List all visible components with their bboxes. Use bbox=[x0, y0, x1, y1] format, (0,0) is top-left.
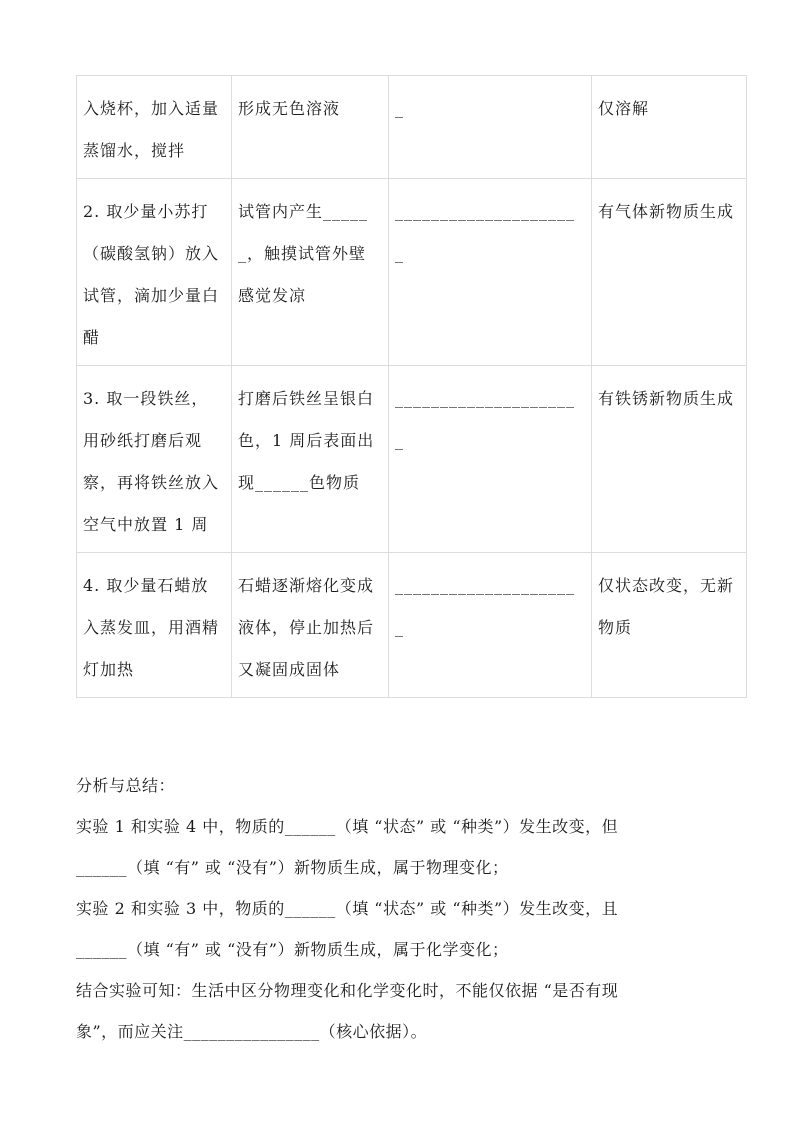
analysis-line: 结合实验可知：生活中区分物理变化和化学变化时，不能仅依据 “是否有现 bbox=[76, 981, 619, 1000]
blank-text: _ bbox=[395, 99, 404, 118]
phenomenon-cell bbox=[232, 553, 389, 698]
blank-text: ____________________ _ bbox=[395, 202, 575, 263]
conclusion-cell bbox=[592, 76, 747, 179]
phenomenon-text: 试管内产生______，触摸试管外壁感觉发凉 bbox=[238, 202, 369, 305]
conclusion-text: 有铁锈新物质生成 bbox=[598, 389, 735, 408]
table-row bbox=[77, 366, 747, 553]
step-cell bbox=[77, 179, 232, 366]
phenomenon-text: 形成无色溶液 bbox=[238, 99, 341, 118]
step-text: 4. 取少量石蜡放入蒸发皿，用酒精灯加热 bbox=[83, 576, 220, 679]
conclusion-cell bbox=[592, 179, 747, 366]
phenomenon-text: 石蜡逐渐熔化变成液体，停止加热后又凝固成固体 bbox=[238, 576, 375, 679]
analysis-line: 实验 2 和实验 3 中，物质的______（填 “状态” 或 “种类”）发生改变，且 bbox=[76, 899, 619, 918]
conclusion-cell bbox=[592, 366, 747, 553]
conclusion-cell bbox=[592, 553, 747, 698]
analysis-line: ______（填 “有” 或 “没有”）新物质生成，属于化学变化； bbox=[76, 940, 509, 959]
experiment-table bbox=[76, 75, 747, 698]
blank-text: ____________________ _ bbox=[395, 389, 575, 450]
phenomenon-cell bbox=[232, 179, 389, 366]
phenomenon-text: 打磨后铁丝呈银白色，1 周后表面出现______色物质 bbox=[238, 389, 375, 492]
conclusion-text: 仅溶解 bbox=[598, 99, 650, 118]
phenomenon-cell bbox=[232, 366, 389, 553]
analysis-section bbox=[76, 765, 756, 1052]
table-row bbox=[77, 76, 747, 179]
step-cell bbox=[77, 553, 232, 698]
step-text: 入烧杯，加入适量蒸馏水，搅拌 bbox=[83, 99, 220, 160]
analysis-line: ______（填 “有” 或 “没有”）新物质生成，属于物理变化； bbox=[76, 858, 509, 877]
step-cell bbox=[77, 76, 232, 179]
blank-text: ____________________ _ bbox=[395, 576, 575, 637]
analysis-line: 象”，而应关注________________（核心依据）。 bbox=[76, 1022, 428, 1041]
table-row bbox=[77, 553, 747, 698]
step-text: 3. 取一段铁丝，用砂纸打磨后观察，再将铁丝放入空气中放置 1 周 bbox=[83, 389, 220, 534]
conclusion-text: 仅状态改变，无新物质 bbox=[598, 576, 735, 637]
analysis-heading: 分析与总结： bbox=[76, 776, 176, 795]
phenomenon-cell bbox=[232, 76, 389, 179]
blank-cell bbox=[389, 76, 592, 179]
step-cell bbox=[77, 366, 232, 553]
blank-cell bbox=[389, 553, 592, 698]
blank-cell bbox=[389, 366, 592, 553]
analysis-line: 实验 1 和实验 4 中，物质的______（填 “状态” 或 “种类”）发生改变，但 bbox=[76, 817, 619, 836]
step-text: 2. 取少量小苏打（碳酸氢钠）放入试管，滴加少量白醋 bbox=[83, 202, 220, 347]
conclusion-text: 有气体新物质生成 bbox=[598, 202, 735, 221]
blank-cell bbox=[389, 179, 592, 366]
table-row bbox=[77, 179, 747, 366]
